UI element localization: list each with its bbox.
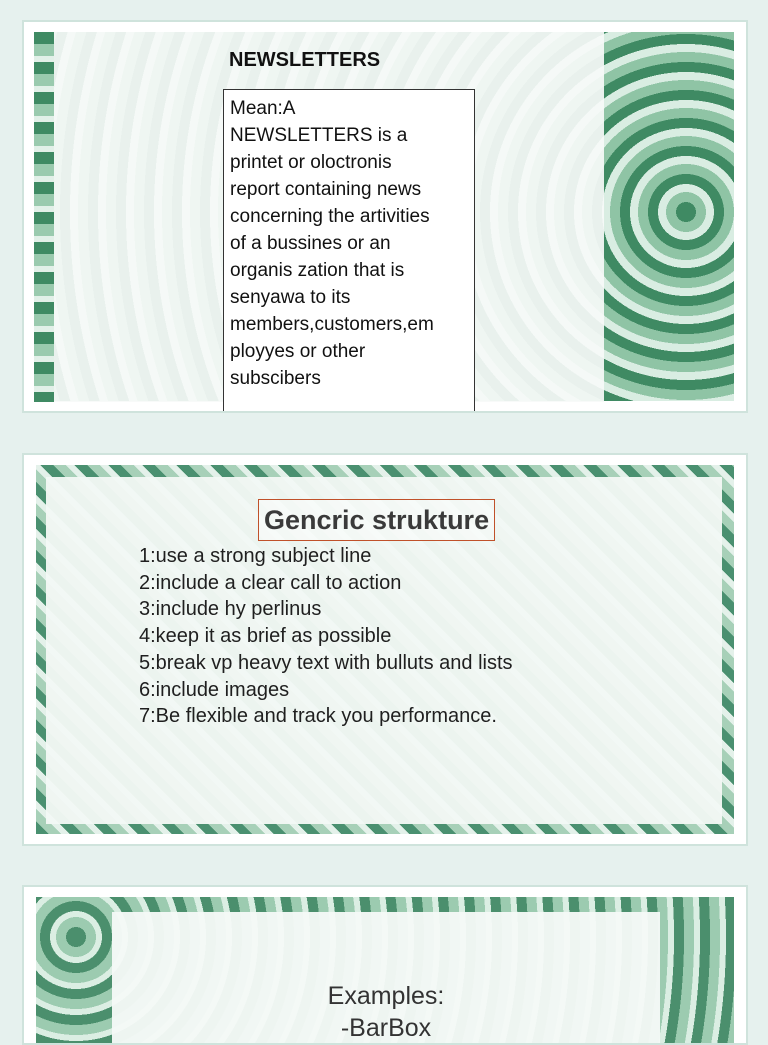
slide-examples — [22, 885, 748, 1045]
structure-list — [139, 543, 513, 730]
slide-newsletters — [22, 20, 748, 413]
content-panel — [46, 477, 722, 824]
content-panel — [112, 912, 660, 1045]
examples-heading: Examples: — [327, 982, 445, 1010]
list-item: 4:keep it as brief as possible — [139, 625, 392, 648]
leaf-strip — [34, 32, 54, 402]
slide-title: NEWSLETTERS — [229, 49, 381, 71]
list-item: 7:Be flexible and track you performance. — [139, 705, 497, 728]
list-item: 6:include images — [139, 678, 290, 701]
list-item: 5:break vp heavy text with bulluts and lists — [139, 651, 513, 674]
list-item: 2:include a clear call to action — [139, 571, 402, 594]
definition-box: Mean:A NEWSLETTERS is a printet or oloctronis report containing news concerning the artivities of a bussines or an organis zation that is senyawa to its members,customers,em ployyes or other subscibers — [223, 89, 475, 413]
examples-text — [112, 980, 660, 1044]
list-item: 3:include hy perlinus — [139, 598, 322, 621]
slide-generic-structure — [22, 453, 748, 846]
example-item: -BarBox — [340, 1014, 432, 1042]
slide-title: Gencric strukture — [258, 499, 495, 541]
list-item: 1:use a strong subject line — [139, 545, 372, 567]
